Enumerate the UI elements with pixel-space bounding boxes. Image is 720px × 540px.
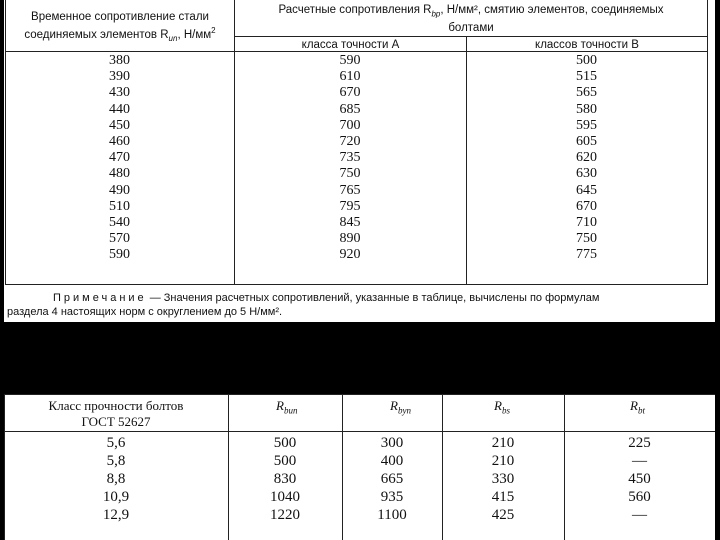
header-symbol: R [390, 398, 398, 413]
table1-bottom-line [5, 284, 708, 285]
table-cell: 1040 [270, 489, 300, 505]
table-cell: 700 [339, 117, 361, 133]
table-cell: 440 [109, 101, 130, 117]
header-col1-line2: соединяемых элементов $R_{un}$, $Н/мм^2$ [24, 26, 216, 44]
table-cell: 605 [576, 133, 597, 149]
table-cell: 415 [491, 489, 515, 505]
table-cell: 890 [339, 231, 361, 247]
table-cell: 5,8 [106, 453, 126, 469]
note-line2: раздела 4 настоящих норм с округлением до 5 Н/мм². [7, 306, 283, 318]
header-top-sub: bp [431, 9, 441, 19]
bolt-resistance-table [4, 394, 715, 540]
table-cell: 430 [109, 85, 130, 101]
table-cell: 1220 [270, 507, 300, 523]
header-rbun [276, 398, 297, 416]
header-symbol: R [276, 398, 284, 413]
table-cell: 470 [109, 150, 130, 166]
table-cell: 8,8 [106, 471, 126, 487]
table-cell: 630 [576, 166, 597, 182]
table-cell: — [632, 453, 647, 469]
header-col1-text: соединяемых элементов R [24, 28, 169, 41]
table-cell: 5,6 [106, 435, 126, 451]
note-text: — Значения расчетных сопротивлений, указанные в таблице, вычислены по формулам [146, 292, 600, 304]
table-cell: 330 [491, 471, 515, 487]
table-cell: 830 [273, 471, 297, 487]
table-cell: 565 [576, 85, 597, 101]
table-cell: 920 [339, 247, 361, 263]
table-cell: 845 [339, 214, 361, 230]
table-cell: 665 [380, 471, 404, 487]
table-cell: 580 [576, 101, 597, 117]
table-cell: 500 [576, 53, 597, 68]
header-col1-unit: , Н/мм [177, 28, 212, 41]
table-cell: 620 [576, 150, 597, 166]
column-tensile-strength [5, 53, 234, 263]
header-bolt-class-line2: ГОСТ 52627 [81, 414, 151, 429]
header-subscript: bt [637, 405, 645, 416]
table2-header-line [4, 431, 715, 432]
header-bolt-class-line1: Класс прочности болтов [48, 398, 184, 413]
table-cell: 765 [339, 182, 361, 198]
table-cell: 515 [576, 69, 597, 85]
bearing-resistance-table [5, 0, 708, 322]
table-cell: 750 [339, 166, 361, 182]
table-cell: 595 [576, 117, 597, 133]
header-symbol: R [630, 398, 638, 413]
right-border [715, 0, 720, 540]
table-cell: 390 [109, 69, 130, 85]
header-tensile-strength [9, 10, 231, 46]
header-subscript: bs [501, 405, 510, 416]
table-cell: 670 [576, 198, 597, 214]
table-cell: 490 [109, 182, 130, 198]
header-col1-line1: Временное сопротивление стали [31, 11, 209, 23]
table-cell: 670 [339, 85, 361, 101]
header-symbol: R [494, 398, 502, 413]
table-cell: 500 [273, 453, 297, 469]
header-top-line2: болтами [448, 22, 494, 35]
column-rbyn [342, 434, 442, 524]
subheader-class-a: класса точности А [301, 39, 400, 51]
table-cell: 225 [628, 435, 651, 451]
table-cell: 710 [576, 214, 597, 230]
table-cell: 795 [339, 198, 361, 214]
table-cell: 590 [339, 53, 361, 68]
table-cell: 12,9 [102, 507, 130, 523]
table-cell: 720 [339, 133, 361, 149]
table-cell: 210 [491, 435, 515, 451]
table-cell: 450 [109, 117, 130, 133]
table-cell: 380 [109, 53, 130, 68]
table-cell: 210 [491, 453, 515, 469]
table-cell: 775 [576, 247, 597, 263]
table-cell: 750 [576, 231, 597, 247]
column-bolt-class [4, 434, 228, 524]
table-cell: 480 [109, 166, 130, 182]
table-cell: 450 [628, 471, 651, 487]
header-rbt [630, 398, 645, 416]
column-rbt [564, 434, 715, 524]
table-cell: 1100 [377, 507, 407, 523]
table-cell: — [632, 507, 647, 523]
table-cell: 10,9 [102, 489, 130, 505]
table1-note [7, 291, 707, 319]
table-cell: 590 [109, 247, 130, 263]
header-top-line1 [237, 3, 705, 21]
table-cell: 510 [109, 198, 130, 214]
table-cell: 570 [109, 231, 130, 247]
column-rbun [228, 434, 342, 524]
table2-top-line [4, 394, 715, 395]
column-class-b [466, 53, 707, 263]
note-label: Примечание [53, 292, 147, 304]
table-cell: 425 [491, 507, 515, 523]
table-cell: 935 [380, 489, 404, 505]
table-cell: 685 [339, 101, 361, 117]
column-class-a [234, 53, 466, 263]
header-rbs [494, 398, 510, 416]
header-top-suffix: , Н/мм², смятию элементов, соединяемых [440, 4, 664, 16]
subheader-class-b: классов точности В [535, 39, 639, 51]
table-cell: 460 [109, 133, 130, 149]
table-cell: 300 [380, 435, 404, 451]
table-cell: 645 [576, 182, 597, 198]
table-cell: 500 [273, 435, 297, 451]
table1-subheader-line [234, 36, 707, 37]
header-subscript: byn [397, 405, 411, 416]
table-cell: 400 [380, 453, 404, 469]
header-bearing-resistance [237, 3, 705, 35]
header-top-prefix: Расчетные сопротивления R [278, 4, 432, 16]
column-rbs [442, 434, 564, 524]
header-rbyn [390, 398, 411, 416]
table-cell: 610 [339, 69, 361, 85]
table1-border-right [707, 0, 708, 285]
table-cell: 540 [109, 214, 130, 230]
header-bolt-class [6, 398, 226, 430]
table-cell: 735 [339, 150, 361, 166]
header-subscript: bun [283, 405, 298, 416]
table-cell: 560 [628, 489, 651, 505]
header-col1-sub: un [168, 34, 178, 44]
separator-band [0, 322, 720, 394]
note-line1 [7, 291, 707, 305]
